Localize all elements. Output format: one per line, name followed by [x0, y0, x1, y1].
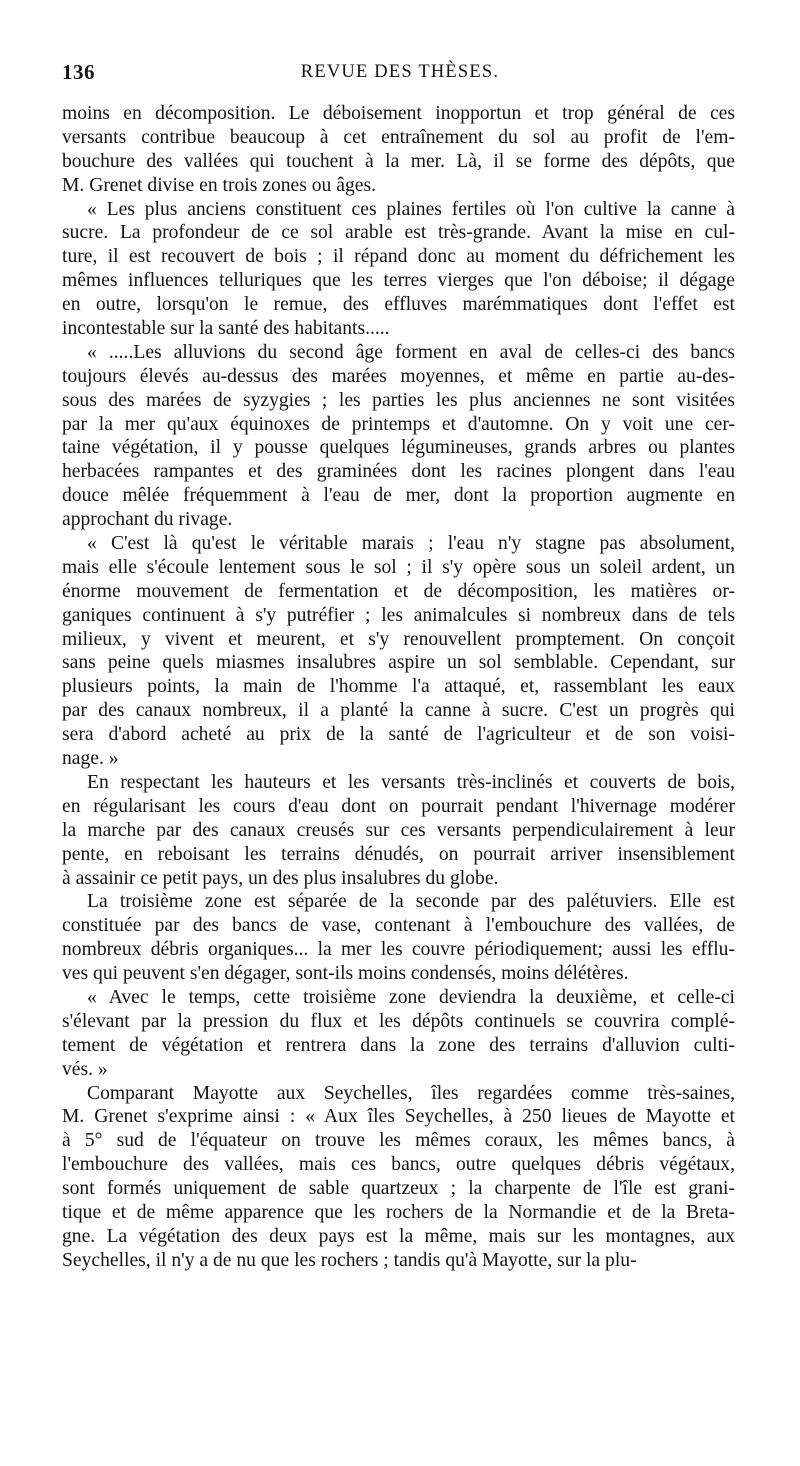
text-line: milieux, y vivent et meurent, et s'y renouvellent promptement. On conçoit — [62, 628, 735, 650]
text-line: la marche par des canaux creusés sur ces versants perpendiculairement à leur — [62, 819, 735, 841]
text-line: douce mêlée fréquemment à l'eau de mer, dont la proportion augmente en — [62, 485, 735, 507]
text-line: bouchure des vallées qui touchent à la mer. Là, il se forme des dépôts, que — [62, 150, 735, 172]
text-line: à 5° sud de l'équateur on trouve les mêmes coraux, les mêmes bancs, à — [62, 1130, 735, 1152]
text-line: nombreux débris organiques... la mer les couvre périodiquement; aussi les efflu- — [62, 939, 735, 961]
text-line: « C'est là qu'est le véritable marais ; l'eau n'y stagne pas absolument, — [87, 533, 735, 555]
text-line: pente, en reboisant les terrains dénudés, on pourrait arriver insensiblement — [62, 843, 735, 865]
text-line: gne. La végétation des deux pays est la même, mais sur les montagnes, aux — [62, 1225, 735, 1247]
paragraph — [62, 890, 735, 986]
paragraph — [62, 1082, 735, 1273]
text-line: sont formés uniquement de sable quartzeux ; la charpente de l'île est grani- — [62, 1178, 735, 1200]
text-line: tement de végétation et rentrera dans la zone des terrains d'alluvion culti- — [62, 1034, 735, 1056]
journal-title: REVUE DES THÈSES. — [300, 62, 500, 82]
text-line: versants contribue beaucoup à cet entraînement du sol au profit de l'em- — [62, 126, 735, 148]
text-line: sous des marées de syzygies ; les parties les plus anciennes ne sont visitées — [62, 389, 735, 411]
text-line: herbacées rampantes et des graminées dont les racines plongent dans l'eau — [62, 461, 735, 483]
text-line: ganiques continuent à s'y putréfier ; les animalcules si nombreux dans de tels — [62, 604, 735, 626]
text-line: tique et de même apparence que les rochers de la Normandie et de la Breta- — [62, 1201, 735, 1223]
text-line: ture, il est recouvert de bois ; il répand donc au moment du défrichement les — [62, 246, 735, 268]
text-line: vés. » — [62, 1058, 108, 1080]
text-line: à assainir ce petit pays, un des plus insalubres du globe. — [62, 867, 499, 889]
text-line: M. Grenet divise en trois zones ou âges. — [62, 174, 376, 196]
text-line: taine végétation, il y pousse quelques légumineuses, grands arbres ou plantes — [62, 437, 735, 459]
text-line: Comparant Mayotte aux Seychelles, îles regardées comme très-saines, — [87, 1082, 735, 1104]
text-line: nage. » — [62, 748, 119, 770]
text-line: mais elle s'écoule lentement sous le sol ; il s'y opère sous un soleil ardent, un — [62, 556, 735, 578]
text-line: En respectant les hauteurs et les versants très-inclinés et couverts de bois, — [87, 771, 735, 793]
paragraph — [62, 532, 735, 771]
text-line: moins en décomposition. Le déboisement inopportun et trop général de ces — [62, 103, 735, 124]
text-line: ves qui peuvent s'en dégager, sont-ils moins condensés, moins délétères. — [62, 963, 629, 985]
text-line: toujours élevés au-dessus des marées moyennes, et même en partie au-des- — [62, 365, 735, 387]
running-header — [62, 60, 738, 90]
text-line: mêmes influences telluriques que les terres vierges que l'on déboise; il dégage — [62, 270, 735, 292]
text-line: en outre, lorsqu'on le remue, des effluves marémmatiques dont l'effet est — [62, 294, 735, 316]
text-line: « Les plus anciens constituent ces plaines fertiles où l'on cultive la canne à — [87, 198, 735, 220]
paragraph — [62, 102, 735, 198]
text-line: « Avec le temps, cette troisième zone deviendra la deuxième, et celle-ci — [87, 986, 735, 1008]
text-line: par la mer qu'aux équinoxes de printemps et d'automne. On y voit une cer- — [62, 413, 735, 435]
paragraph — [62, 341, 735, 532]
text-line: sans peine quels miasmes insalubres aspire un sol semblable. Cependant, sur — [62, 652, 735, 674]
paragraph — [62, 198, 735, 341]
text-line: La troisième zone est séparée de la seconde par des palétuviers. Elle est — [87, 891, 735, 913]
body-text — [62, 102, 735, 1273]
text-line: « .....Les alluvions du second âge forment en aval de celles-ci des bancs — [87, 341, 735, 363]
paragraph — [62, 771, 735, 890]
text-line: M. Grenet s'exprime ainsi : « Aux îles Seychelles, à 250 lieues de Mayotte et — [62, 1106, 735, 1128]
text-line: en régularisant les cours d'eau dont on pourrait pendant l'hivernage modérer — [62, 795, 735, 817]
text-line: approchant du rivage. — [62, 509, 233, 531]
text-line: constituée par des bancs de vase, contenant à l'embouchure des vallées, de — [62, 915, 735, 937]
text-line: sucre. La profondeur de ce sol arable est très-grande. Avant la mise en cul- — [62, 222, 735, 244]
page-number: 136 — [62, 60, 95, 84]
text-line: plusieurs points, la main de l'homme l'a attaqué, et, rassemblant les eaux — [62, 676, 735, 698]
text-line: par des canaux nombreux, il a planté la canne à sucre. C'est un progrès qui — [62, 700, 735, 722]
text-line: incontestable sur la santé des habitants..... — [62, 318, 390, 340]
paragraph — [62, 986, 735, 1082]
text-line: Seychelles, il n'y a de nu que les rochers ; tandis qu'à Mayotte, sur la plu- — [62, 1249, 637, 1271]
text-line: énorme mouvement de fermentation et de décomposition, les matières or- — [62, 580, 735, 602]
text-line: s'élevant par la pression du flux et les dépôts continuels se couvrira complé- — [62, 1010, 735, 1032]
text-line: sera d'abord acheté au prix de la santé de l'agriculteur et de son voisi- — [62, 724, 735, 746]
text-line: l'embouchure des vallées, mais ces bancs, outre quelques débris végétaux, — [62, 1154, 735, 1176]
